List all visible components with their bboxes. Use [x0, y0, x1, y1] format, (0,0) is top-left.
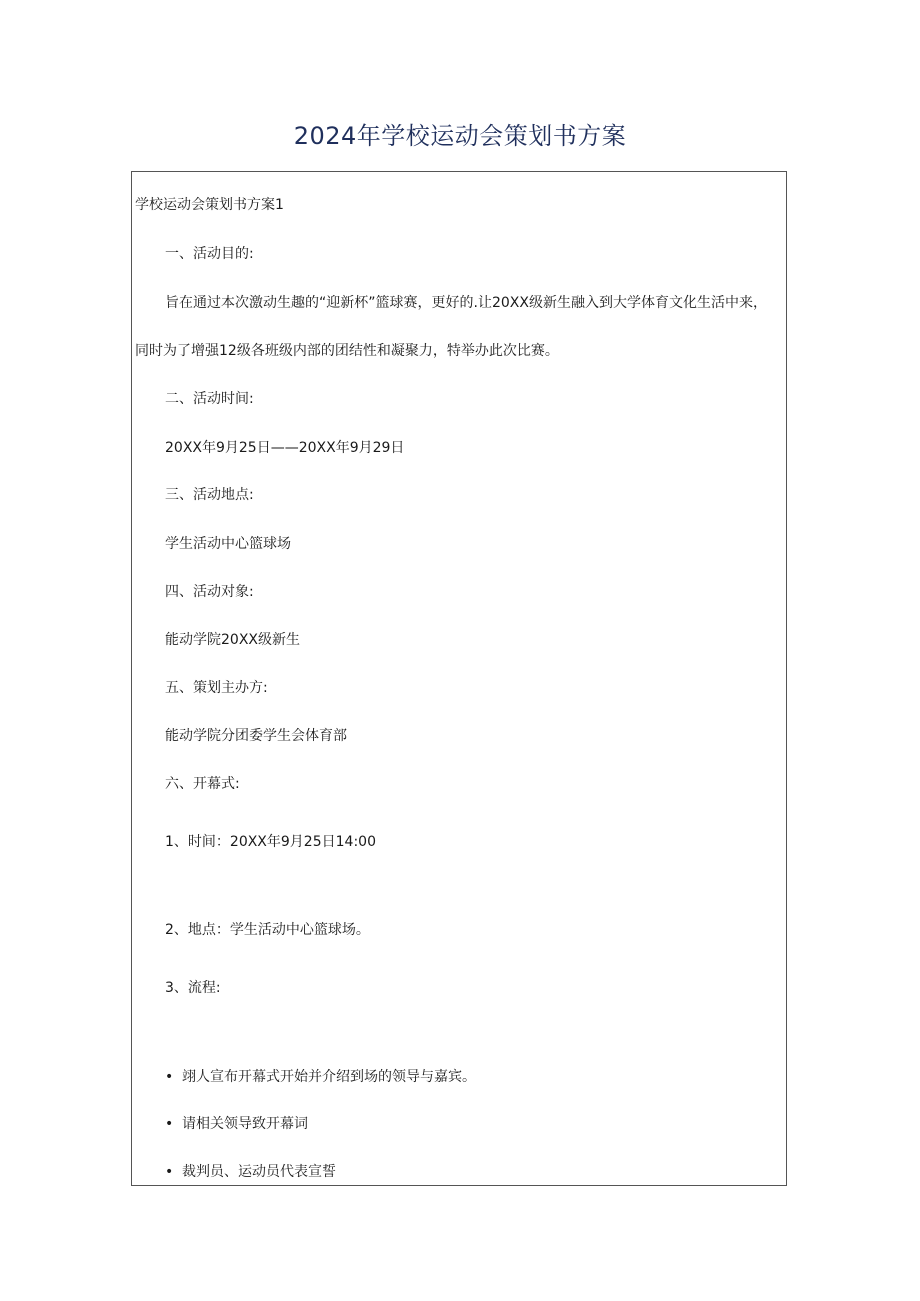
purpose-paragraph-line1: 旨在通过本次激动生趣的“迎新杯”篮球赛，更好的.让20XX级新生融入到大学体育文化生活中来， [165, 295, 767, 311]
location-text: 学生活动中心篮球场 [165, 536, 291, 552]
list-item [165, 1163, 336, 1181]
section-heading-purpose: 一、活动目的: [165, 246, 254, 262]
section-heading-time: 二、活动时间: [165, 391, 254, 407]
list-item [165, 1115, 308, 1133]
bullet-icon: • [165, 1164, 174, 1180]
list-item-text: 裁判员、运动员代表宣誓 [182, 1164, 336, 1180]
organizer-text: 能动学院分团委学生会体育部 [165, 728, 347, 744]
section-heading-organizer: 五、策划主办方: [165, 680, 268, 696]
list-item [165, 1068, 476, 1086]
list-item-text: 请相关领导致开幕词 [182, 1116, 308, 1132]
opening-item-location: 2、地点：学生活动中心篮球场。 [165, 922, 370, 938]
list-item-text: 翊人宣布开幕式开始并介绍到场的领导与嘉宾。 [182, 1069, 476, 1085]
section-heading-location: 三、活动地点: [165, 487, 254, 503]
bullet-icon: • [165, 1069, 174, 1085]
opening-item-process: 3、流程: [165, 980, 221, 996]
document-title: 2024年学校运动会策划书方案 [293, 122, 627, 150]
time-text: 20XX年9月25日——20XX年9月29日 [165, 440, 405, 456]
section-heading-opening: 六、开幕式: [165, 776, 240, 792]
audience-text: 能动学院20XX级新生 [165, 632, 300, 648]
bullet-icon: • [165, 1116, 174, 1132]
opening-item-time: 1、时间：20XX年9月25日14:00 [165, 834, 376, 850]
doc-subtitle: 学校运动会策划书方案1 [135, 197, 284, 213]
purpose-paragraph-line2: 同时为了增强12级各班级内部的团结性和凝聚力，特举办此次比赛。 [135, 343, 559, 359]
section-heading-audience: 四、活动对象: [165, 584, 254, 600]
